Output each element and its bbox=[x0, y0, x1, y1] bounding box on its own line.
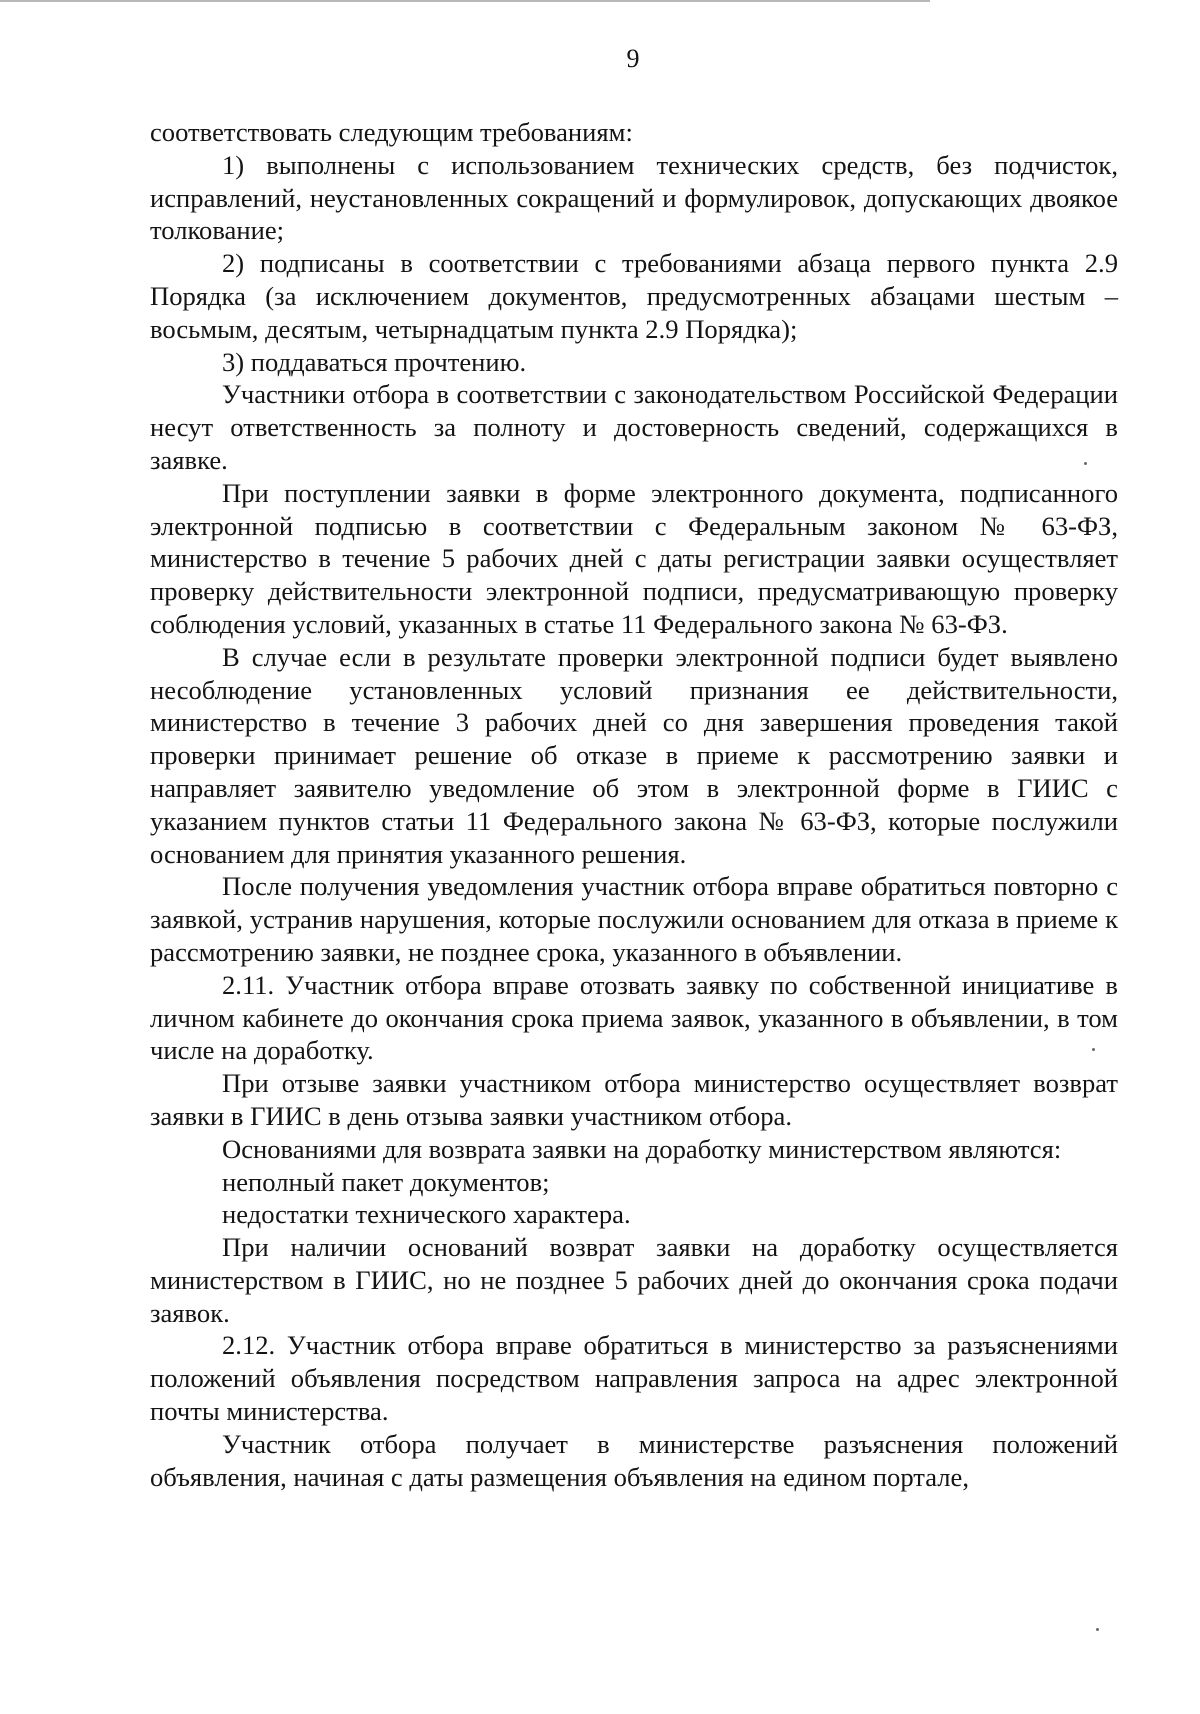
paragraph-clause-2-12: 2.12. Участник отбора вправе обратиться в министерство за разъяснениями положений объявления посредством направления запроса на адрес электронной почты министерства. bbox=[150, 1330, 1118, 1427]
paragraph-requirements-intro: соответствовать следующим требованиям: bbox=[150, 117, 633, 147]
paragraph-item-1: 1) выполнены с использованием технических средств, без подчисток, исправлений, неустановленных сокращений и формулировок, допускающих двоякое толкование; bbox=[150, 149, 1118, 246]
scan-speck bbox=[1084, 462, 1087, 465]
paragraph-clause-2-11: 2.11. Участник отбора вправе отозвать заявку по собственной инициативе в личном кабинете до окончания срока приема заявок, указанного в объявлении, в том числе на доработку. bbox=[150, 969, 1118, 1066]
paragraph-ground-technical: недостатки технического характера. bbox=[222, 1199, 631, 1230]
paragraph-return-grounds: Основаниями для возврата заявки на доработку министерством являются: bbox=[222, 1133, 1062, 1164]
scan-speck bbox=[1096, 1628, 1099, 1631]
scan-speck bbox=[1092, 1048, 1095, 1051]
scan-top-edge bbox=[0, 0, 930, 2]
paragraph-signature-rejection: В случае если в результате проверки электронной подписи будет выявлено несоблюдение установленных условий признания ее действительности, министерство в течение 3 рабочих дней со дня завершения проведения такой проверки принимает решение об отказе в приеме к рассмотрению заявки и направляет заявителю уведомление об этом в электронной форме в ГИИС с указанием пунктов статьи 11 Федерального закона № 63-ФЗ, которые послужили основанием для принятия указанного решения. bbox=[150, 641, 1118, 869]
paragraph-ground-incomplete: неполный пакет документов; bbox=[222, 1166, 550, 1197]
paragraph-item-3: 3) поддаваться прочтению. bbox=[222, 346, 527, 377]
page-number: 9 bbox=[626, 44, 640, 73]
paragraph-item-2: 2) подписаны в соответствии с требованиями абзаца первого пункта 2.9 Порядка (за исключением документов, предусмотренных абзацами шестым – восьмым, десятым, четырнадцатым пункта 2.9 Порядка); bbox=[150, 248, 1118, 344]
paragraph-clarifications: Участник отбора получает в министерстве разъяснения положений объявления, начиная с даты размещения объявления на едином портале, bbox=[150, 1428, 1118, 1492]
document-body bbox=[150, 116, 1118, 1493]
paragraph-resubmission: После получения уведомления участник отбора вправе обратиться повторно с заявкой, устранив нарушения, которые послужили основанием для отказа в приеме к рассмотрению заявки, не позднее срока, указанного в объявлении. bbox=[150, 871, 1118, 967]
paragraph-electronic-signature-check: При поступлении заявки в форме электронного документа, подписанного электронной подписью в соответствии с Федеральным законом № 63-ФЗ, министерство в течение 5 рабочих дней с даты регистрации заявки осуществляет проверку действительности электронной подписи, предусматривающую проверку соблюдения условий, указанных в статье 11 Федерального закона № 63-ФЗ. bbox=[150, 477, 1118, 639]
paragraph-responsibility: Участники отбора в соответствии с законодательством Российской Федерации несут ответственность за полноту и достоверность сведений, содержащихся в заявке. bbox=[150, 379, 1118, 475]
paragraph-withdrawal-return: При отзыве заявки участником отбора министерство осуществляет возврат заявки в ГИИС в день отзыва заявки участником отбора. bbox=[150, 1068, 1118, 1131]
paragraph-return-deadline: При наличии оснований возврат заявки на доработку осуществляется министерством в ГИИС, но не позднее 5 рабочих дней до окончания срока подачи заявок. bbox=[150, 1232, 1118, 1328]
